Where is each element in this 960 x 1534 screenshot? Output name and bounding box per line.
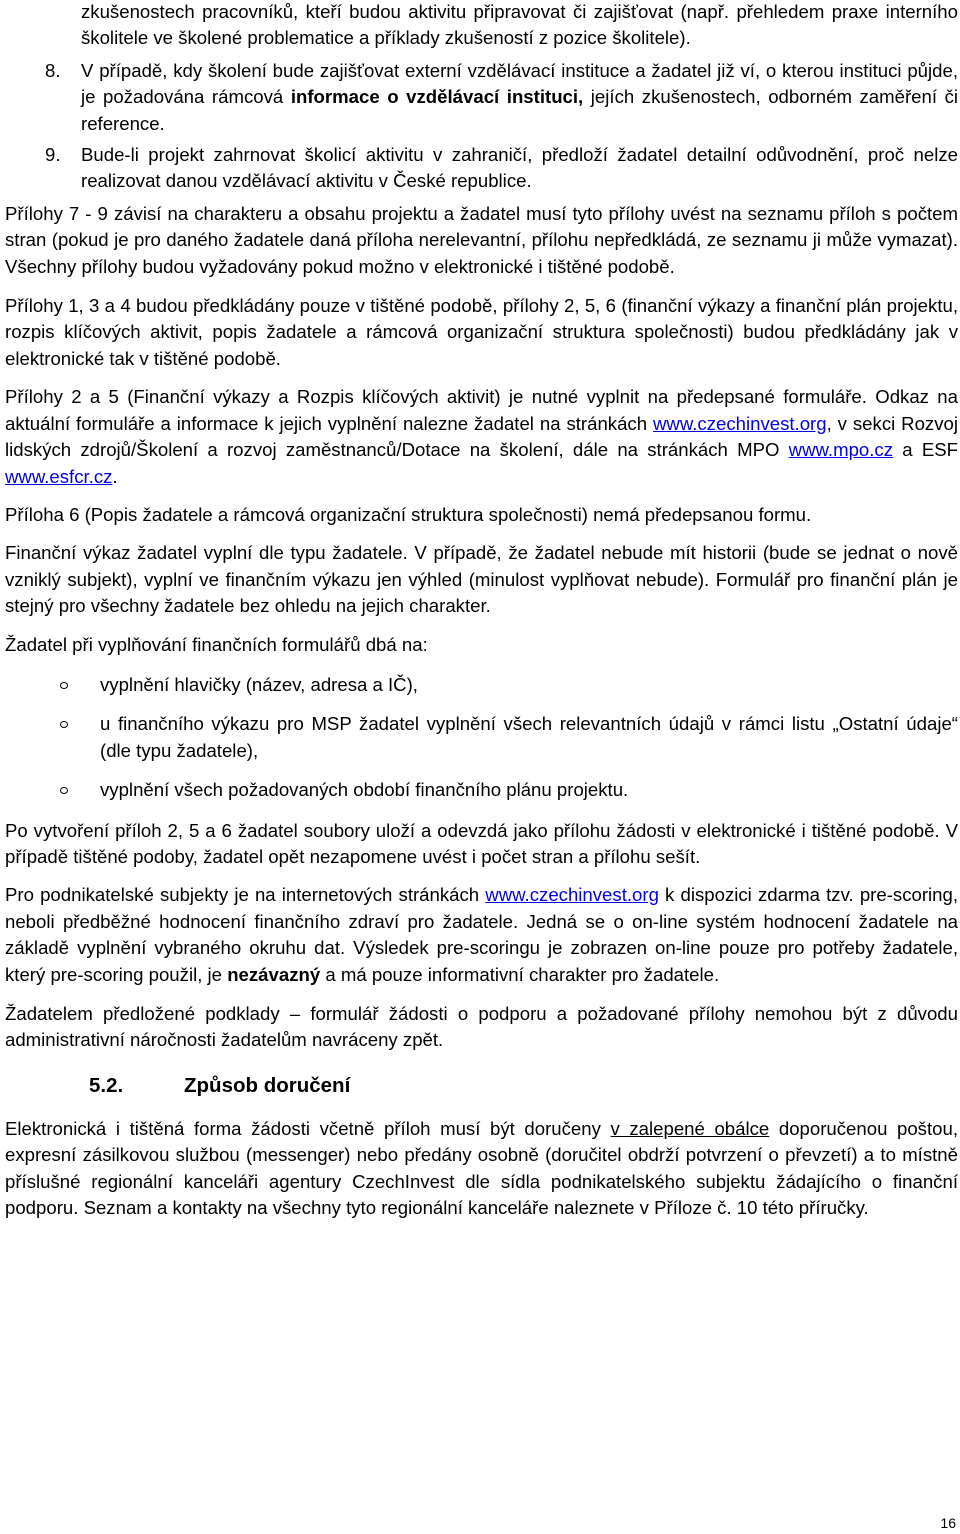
item-text: Bude-li projekt zahrnovat školicí aktivitu v zahraničí, předloží žadatel detailní odůvodnění, proč nelze realizovat danou vzdělávací aktivitu v České republice. xyxy=(81,144,958,192)
paragraph-delivery xyxy=(5,1116,958,1222)
paragraph-financial-statement: Finanční výkaz žadatel vyplní dle typu žadatele. V případě, že žadatel nebude mít historii (bude se jednat o nově vzniklý subjekt), vyplní ve finančním výkazu jen výhled (minulost vyplňovat nebude). Formulář pro finanční plán je stejný pro všechny žadatele bez ohledu na jejich charakter. xyxy=(5,542,958,617)
underlined-text: v zalepené obálce xyxy=(610,1117,770,1139)
link-mpo[interactable]: www.mpo.cz xyxy=(788,439,894,461)
bold-text: nezávazný xyxy=(227,963,321,985)
item-number: 9. xyxy=(45,144,61,166)
link-esf[interactable]: www.esfcr.cz xyxy=(5,465,113,487)
bullet-text: vyplnění hlavičky (název, adresa a IČ), xyxy=(100,673,418,695)
paragraph-prescoring xyxy=(5,882,958,988)
bullet-text: u finančního výkazu pro MSP žadatel vyplnění všech relevantních údajů v rámci listu „Ostatní údaje“ (dle typu žadatele), xyxy=(100,713,958,761)
text: Elektronická i tištěná forma žádosti včetně příloh musí být doručeny xyxy=(5,1117,611,1139)
section-number: 5.2. xyxy=(89,1073,124,1097)
bullet-item xyxy=(5,672,958,698)
item-text: V případě, kdy školení bude zajišťovat externí vzdělávací instituce a žadatel již ví, o kterou instituci půjde, je požadována rámcová xyxy=(81,59,958,108)
text: , v sekci Rozvoj lidských zdrojů/Školení a rozvoj zaměstnanců/Dotace na školení, dále na stránkách MPO xyxy=(5,412,958,461)
text: k dispozici zdarma tzv. pre-scoring, neboli předběžné hodnocení finančního zdraví pro žadatele. Jedná se o on-line systém hodnocení žadatele na základě vyplnění vybraného okruhu dat. Výsledek pre-scoringu je zobrazen on-line pouze pro potřeby žadatele, který pre-scoring použil, je xyxy=(5,884,958,985)
paragraph-no-return: Žadatelem předložené podklady – formulář žádosti o podporu a požadované přílohy nemohou být z důvodu administrativní náročnosti žadatelům navráceny zpět. xyxy=(5,1003,958,1051)
link-czechinvest[interactable]: www.czechinvest.org xyxy=(485,884,659,906)
page-number: 16 xyxy=(940,1515,956,1531)
link-czechinvest[interactable]: www.czechinvest.org xyxy=(652,412,827,434)
text: . xyxy=(112,465,118,487)
section-heading xyxy=(5,1072,958,1100)
list-item-8 xyxy=(45,58,959,137)
paragraph-attachments-print: Přílohy 1, 3 a 4 budou předkládány pouze v tištěné podobě, přílohy 2, 5, 6 (finanční výkazy a finanční plán projektu, rozpis klíčových aktivit, popis žadatele a rámcová organizační struktura společnosti) budou předkládány jak v elektronické tak v tištěné podobě. xyxy=(5,295,958,369)
list-item-9 xyxy=(45,142,958,195)
text: Přílohy 2 a 5 (Finanční výkazy a Rozpis klíčových aktivit) je nutné vyplnit na předepsané formuláře. Odkaz na aktuální formuláře a informace k jejich vyplnění nalezne žadatel na stránkách xyxy=(5,386,958,434)
bullet-item xyxy=(5,777,958,803)
circle-bullet-icon xyxy=(60,721,68,728)
paragraph-after-creation: Po vytvoření příloh 2, 5 a 6 žadatel soubory uloží a odevzdá jako přílohu žádosti v elektronické i tištěné podobě. V případě tištěné podoby, žadatel opět nezapomene uvést i počet stran a přílohu sešít. xyxy=(5,819,958,867)
paragraph-attachments-7-9: Přílohy 7 - 9 závisí na charakteru a obsahu projektu a žadatel musí tyto přílohy uvést na seznamu příloh s počtem stran (pokud je pro daného žadatele daná příloha nerelevantní, přílohu nepředkládá, ze seznamu ji může vymazat). Všechny přílohy budou vyžadovány pokud možno v elektronické i tištěné podobě. xyxy=(5,202,958,277)
bullet-item xyxy=(5,711,958,764)
bullet-list xyxy=(5,672,958,804)
section-title: Způsob doručení xyxy=(184,1073,351,1097)
paragraph-applicant-checks: Žadatel při vyplňování finančních formulářů dbá na: xyxy=(5,633,428,655)
paragraph-forms xyxy=(5,384,958,490)
paragraph-attachment-6: Příloha 6 (Popis žadatele a rámcová organizační struktura společnosti) nemá předepsanou formu. xyxy=(5,503,812,525)
item-text-end: jejích zkušenostech, odborném zaměření či reference. xyxy=(81,86,959,134)
text: a má pouze informativní charakter pro žadatele. xyxy=(320,963,720,985)
circle-bullet-icon xyxy=(60,787,68,794)
text: doporučenou poštou, expresní zásilkovou službou (messenger) nebo předány osobně (doručitel obdrží potvrzení o převzetí) a to místně příslušné regionální kanceláři agentury CzechInvest dle sídla podnikatelského subjektu žádajícího o finanční podporu. Seznam a kontakty na všechny tyto regionální kanceláře naleznete v Příloze č. 10 této příručky. xyxy=(5,1117,958,1219)
circle-bullet-icon xyxy=(60,682,68,689)
item-number: 8. xyxy=(45,59,61,81)
item-bold-text: informace o vzdělávací instituci, xyxy=(290,86,584,108)
document-page xyxy=(5,0,958,1221)
text: Pro podnikatelské subjekty je na internetových stránkách xyxy=(5,884,486,906)
continuation-paragraph: zkušenostech pracovníků, kteří budou aktivitu připravovat či zajišťovat (např. přehledem praxe interního školitele ve školené problematice a příklady zkušeností z pozice školitele). xyxy=(81,1,958,49)
bullet-text: vyplnění všech požadovaných období finančního plánu projektu. xyxy=(100,779,629,801)
text: a ESF xyxy=(893,439,958,461)
